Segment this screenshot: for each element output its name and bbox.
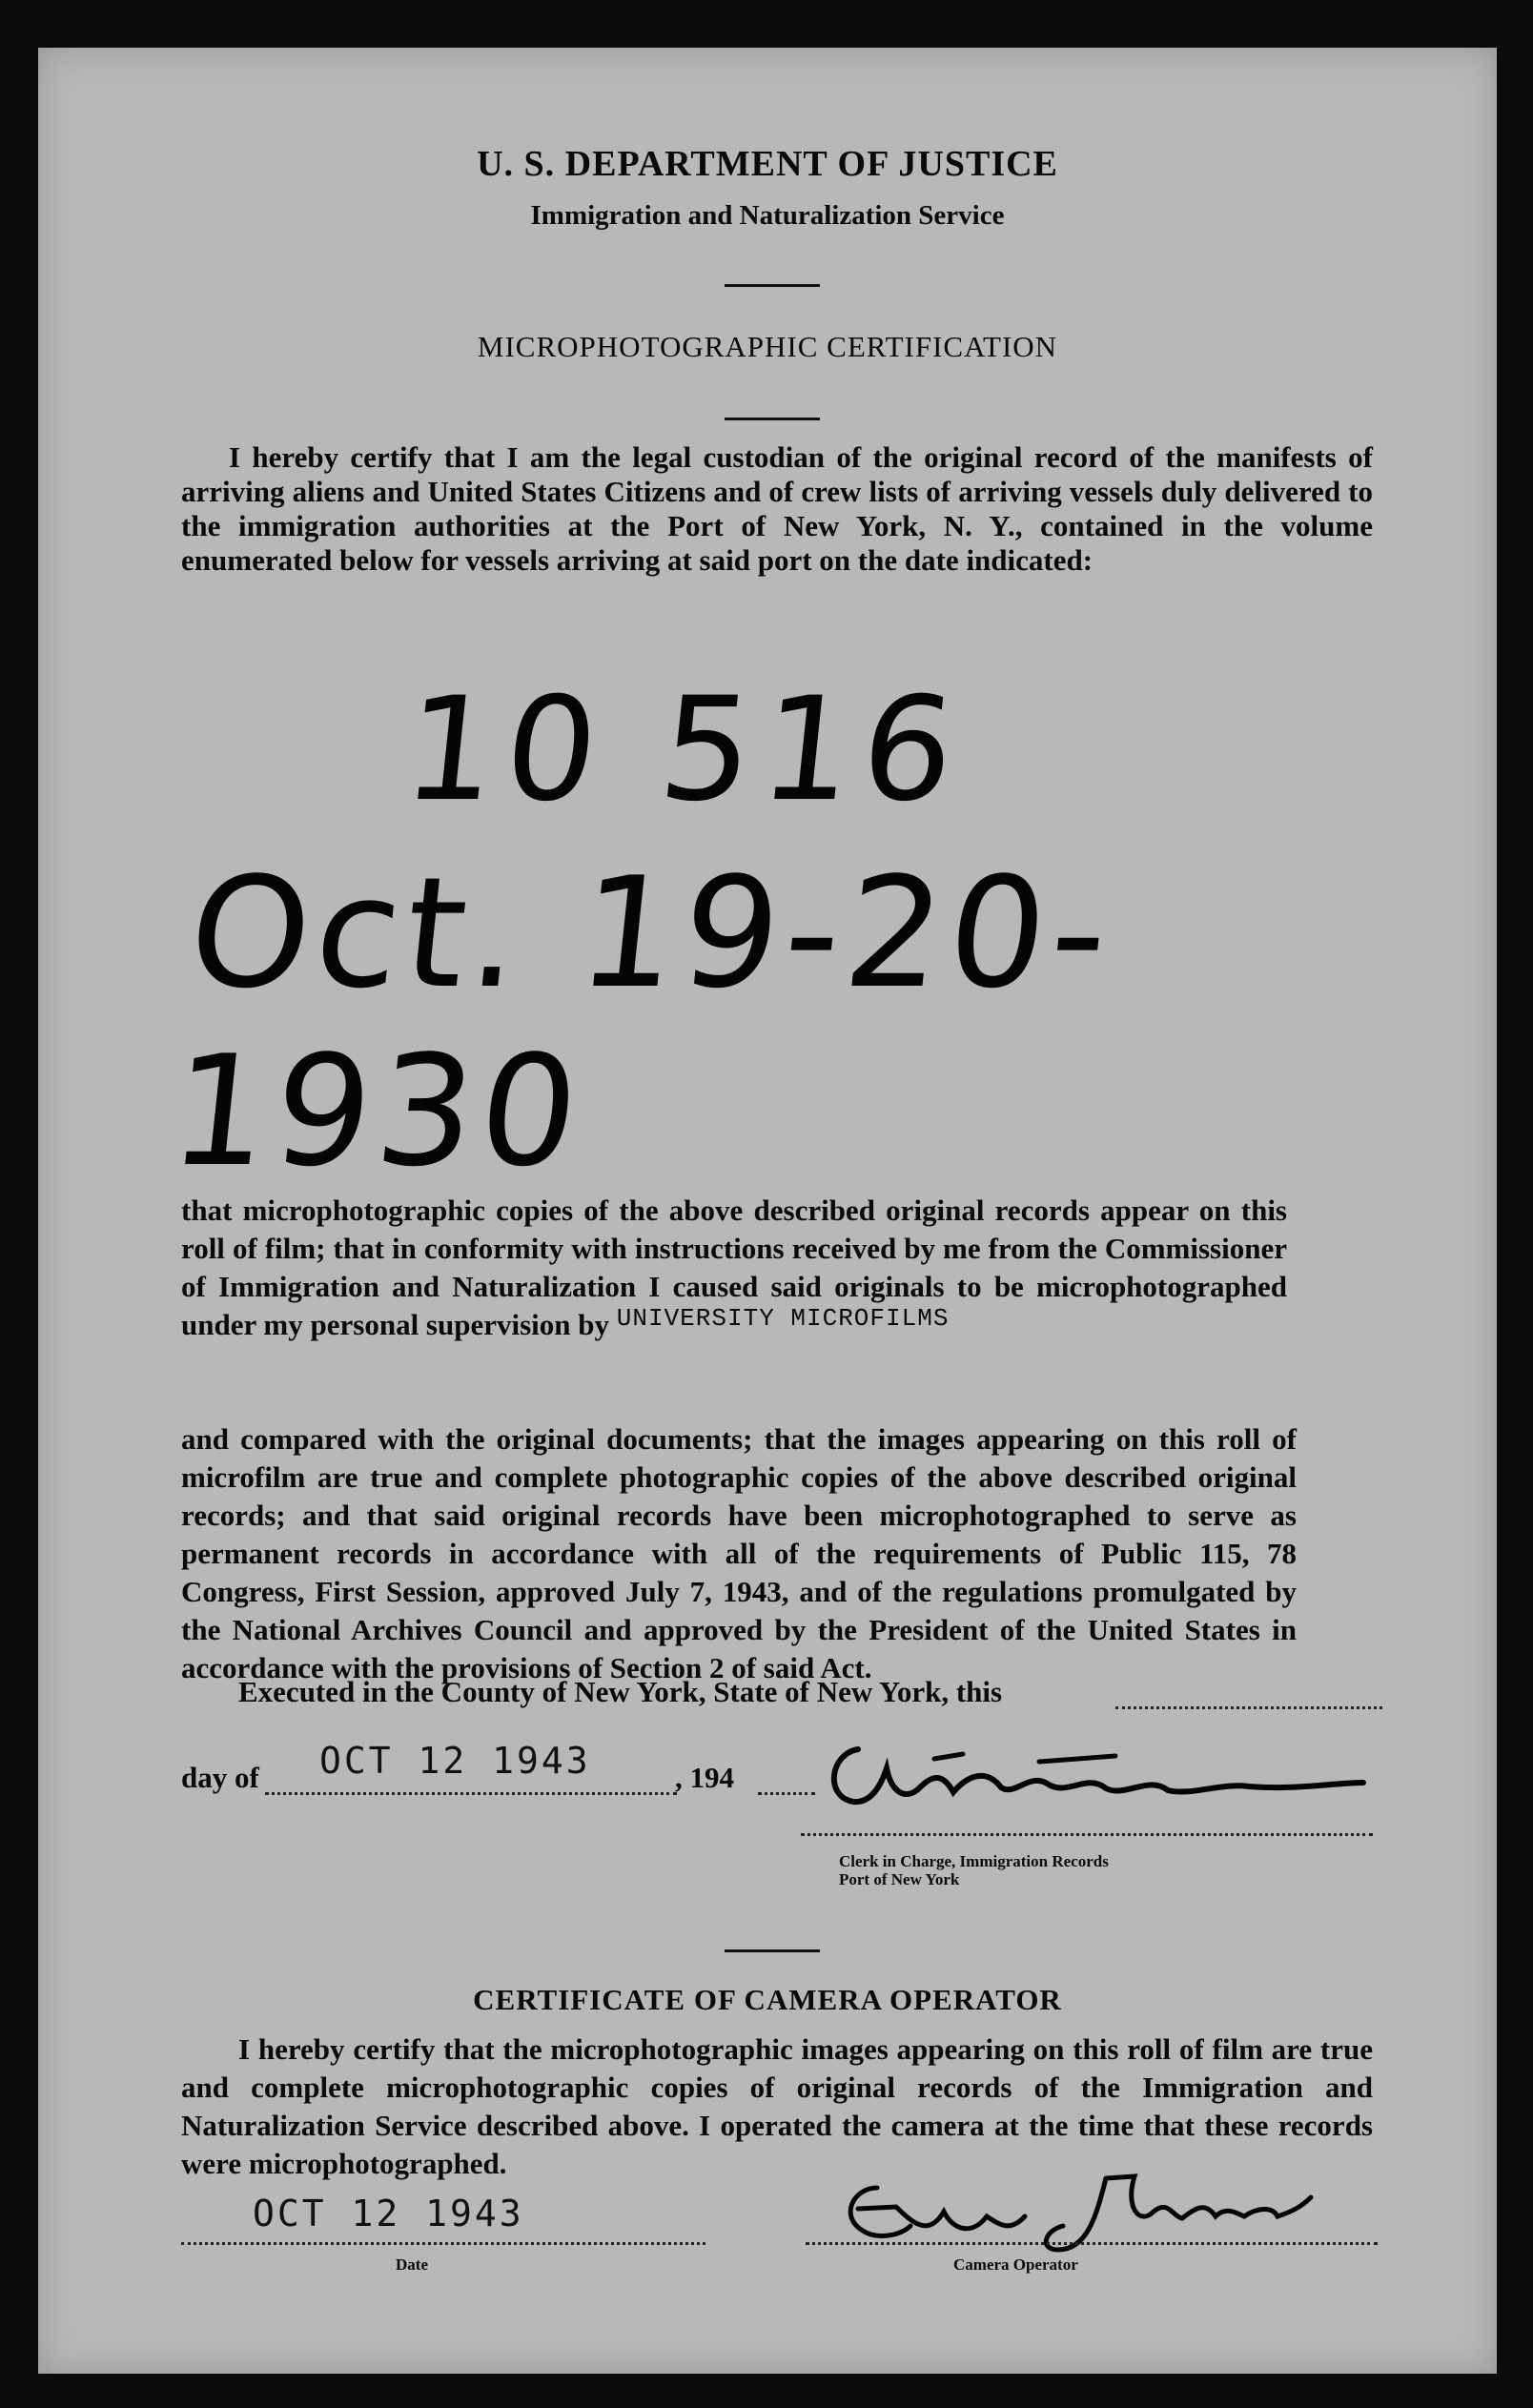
- certification-body-part1: that microphotographic copies of the above described original records appear on this roll of film; that in conformity with instructions received by me from the Commissioner of Immigration and Naturalization I caused said originals to be microphotographed under my personal supervision by $^{UNIVERSITY MICROFILMS}$: [181, 1194, 1287, 1341]
- divider-mid: [725, 418, 820, 420]
- clerk-port: Port of New York: [839, 1870, 960, 1888]
- date-label: Date: [396, 2255, 428, 2274]
- clerk-signature: [801, 1716, 1373, 1830]
- camera-operator-signature: [820, 2159, 1354, 2264]
- camera-operator-label: Camera Operator: [953, 2255, 1078, 2274]
- certification-intro: I hereby certify that I am the legal custodian of the original record of the manifests of arriving aliens and United States Citizens and of crew lists of arriving vessels duly delivered to the immigration authorities at the Port of New York, N. Y., contained in the volume enumerated below for vessels arriving at said port on the date indicated:: [181, 440, 1373, 577]
- executed-line: Executed in the County of New York, State of New York, this: [238, 1675, 1003, 1708]
- handwritten-volume-dates: Oct. 19-20-1930: [162, 844, 1122, 1200]
- divider-top: [725, 284, 820, 287]
- service-subheading: Immigration and Naturalization Service: [530, 200, 1005, 231]
- camera-operator-text: I hereby certify that the microphotographic images appearing on this roll of film are true and complete microphotographic copies of original records of the Immigration and Naturalization Service described above. I operated the camera at the time that these records were microphotographed.: [181, 2032, 1373, 2180]
- day-of-label: day of: [181, 1761, 259, 1794]
- handwritten-volume-number: 10 516: [396, 667, 972, 833]
- supervisor-name: UNIVERSITY MICROFILMS: [616, 1304, 950, 1333]
- camera-operator-title: CERTIFICATE OF CAMERA OPERATOR: [473, 1983, 1062, 2016]
- certificate-page: [38, 48, 1497, 2374]
- form-title: MICROPHOTOGRAPHIC CERTIFICATION: [477, 330, 1058, 363]
- operator-date-stamp: OCT 12 1943: [253, 2193, 524, 2235]
- operator-date-line: [181, 2242, 705, 2245]
- date-stamp: OCT 12 1943: [319, 1740, 591, 1782]
- divider-bottom: [725, 1949, 820, 1952]
- clerk-title: Clerk in Charge, Immigration Records: [839, 1852, 1109, 1870]
- department-heading: U. S. DEPARTMENT OF JUSTICE: [477, 144, 1058, 184]
- executed-day-blank: [1115, 1706, 1382, 1709]
- certification-body-part2: and compared with the original documents; that the images appearing on this roll of microfilm are true and complete photographic copies of the above described original records; and that said original records have been microphotographed to serve as permanent records in accordance with all of the requirements of Public 115, 78 Congress, First Session, approved July 7, 1943, and of the regulations promulgated by the National Archives Council and approved by the President of the United States in accordance with the provisions of Section 2 of said Act.: [181, 1422, 1297, 1684]
- operator-signature-line: [806, 2242, 1378, 2245]
- year-label: , 194: [675, 1761, 734, 1794]
- clerk-signature-line: [801, 1833, 1373, 1836]
- date-blank: [265, 1792, 677, 1795]
